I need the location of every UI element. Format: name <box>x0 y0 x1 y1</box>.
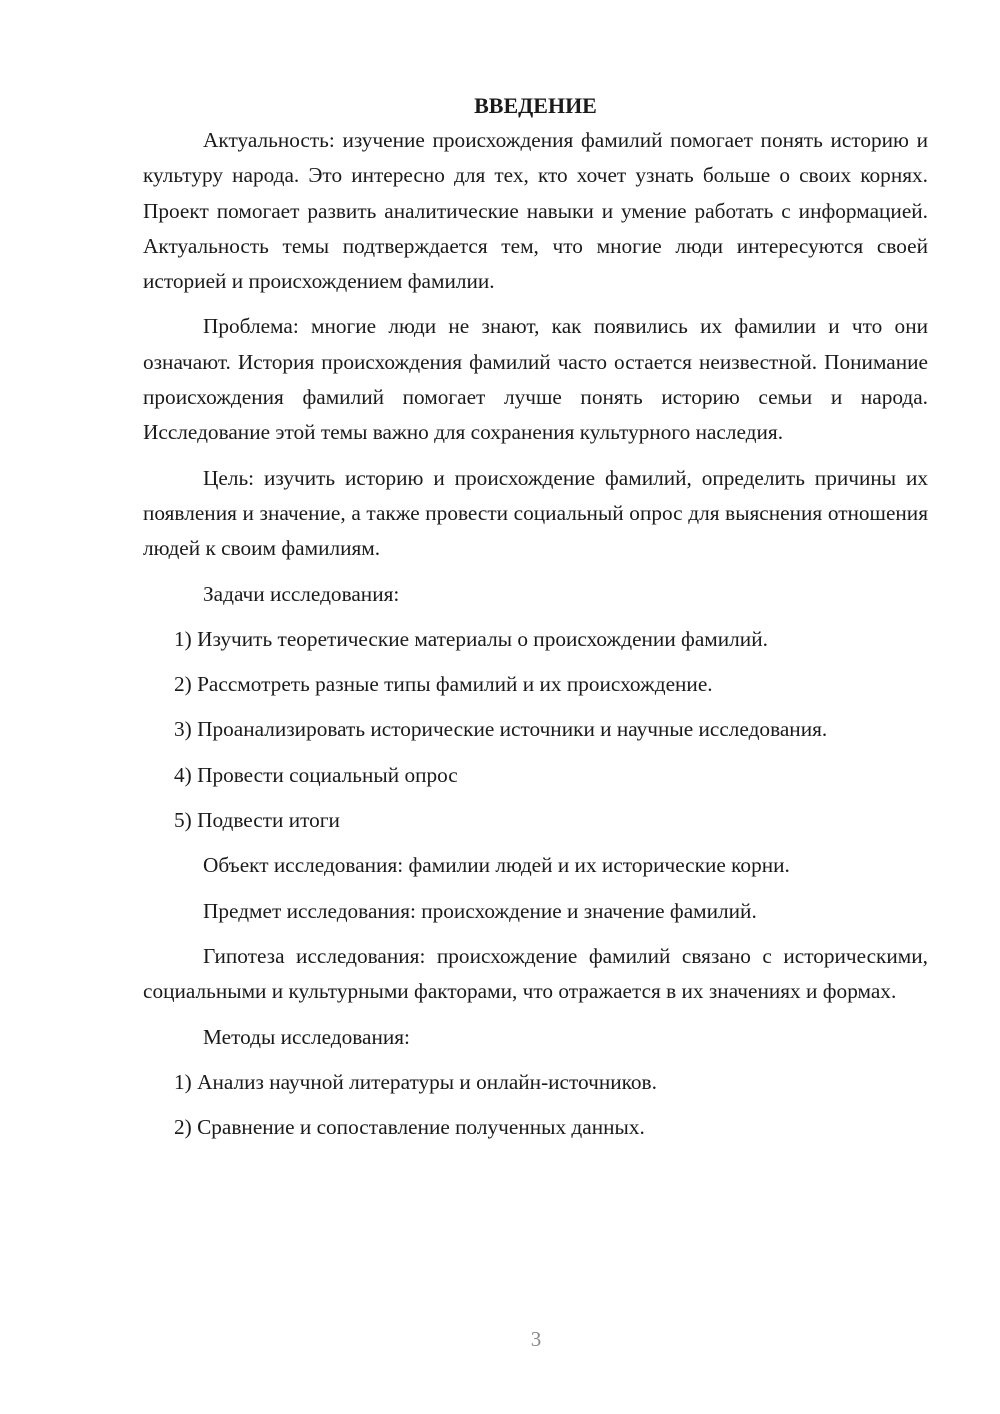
task-item-4: 4) Провести социальный опрос <box>174 762 458 787</box>
document-page <box>143 88 928 1155</box>
task-item-5: 5) Подвести итоги <box>174 808 340 833</box>
paragraph-goal: Цель: изучить историю и происхождение фамилий, определить причины их появления и значение, а также провести социальный опрос для выяснения отношения людей к своим фамилиям. <box>143 465 928 561</box>
page-number: 3 <box>530 1327 542 1351</box>
paragraph-problem: Проблема: многие люди не знают, как появились их фамилии и что они означают. История происхождения фамилий часто остается неизвестной. Понимание происхождения фамилий помогает лучше понять историю семьи и народа. Исследование этой темы важно для сохранения культурного наследия. <box>143 314 928 445</box>
section-title: ВВЕДЕНИЕ <box>474 93 597 118</box>
task-item-2: 2) Рассмотреть разные типы фамилий и их происхождение. <box>174 672 713 697</box>
paragraph-subject: Предмет исследования: происхождение и значение фамилий. <box>203 898 757 923</box>
paragraph-object: Объект исследования: фамилии людей и их исторические корни. <box>203 853 790 878</box>
method-item-2: 2) Сравнение и сопоставление полученных данных. <box>174 1115 645 1140</box>
method-item-1: 1) Анализ научной литературы и онлайн-источников. <box>174 1069 657 1094</box>
tasks-heading: Задачи исследования: <box>203 581 400 606</box>
methods-heading: Методы исследования: <box>203 1024 410 1049</box>
task-item-3: 3) Проанализировать исторические источники и научные исследования. <box>174 717 828 742</box>
task-item-1: 1) Изучить теоретические материалы о происхождении фамилий. <box>174 626 768 651</box>
paragraph-hypothesis: Гипотеза исследования: происхождение фамилий связано с историческими, социальными и культурными факторами, что отражается в их значениях и формах. <box>143 943 928 1004</box>
paragraph-relevance: Актуальность: изучение происхождения фамилий помогает понять историю и культуру народа. Это интересно для тех, кто хочет узнать больше о своих корнях. Проект помогает развить аналитические навыки и умение работать с информацией. Актуальность темы подтверждается тем, что многие люди интересуются своей историей и происхождением фамилии. <box>143 128 928 294</box>
